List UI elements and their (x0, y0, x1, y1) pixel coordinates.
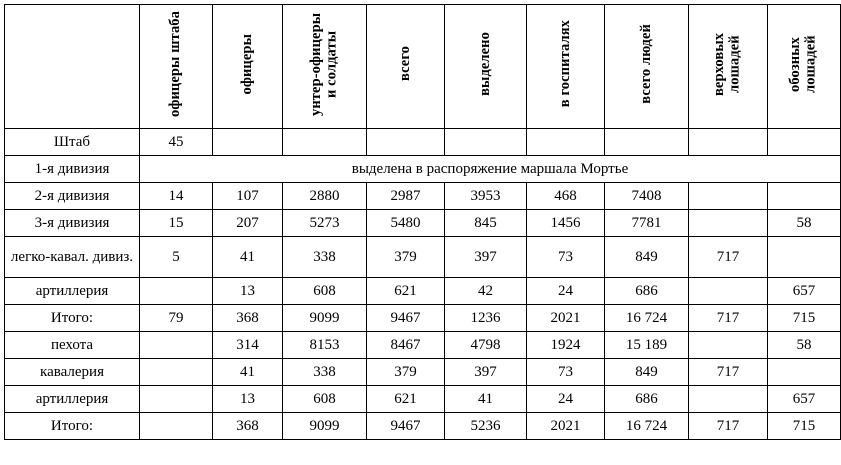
table-cell (140, 332, 213, 359)
table-row (5, 386, 841, 413)
table-cell: 41 (445, 386, 527, 413)
table-header-row (5, 5, 841, 129)
column-header-total-men (605, 5, 689, 129)
row-label: 3-я дивизия (5, 210, 140, 237)
table-cell: 338 (283, 359, 367, 386)
row-label: кавалерия (5, 359, 140, 386)
table-cell (283, 129, 367, 156)
table-cell: 5273 (283, 210, 367, 237)
table-cell: 8467 (367, 332, 445, 359)
table-cell: 717 (689, 237, 768, 278)
table-cell: 7408 (605, 183, 689, 210)
row-label: артиллерия (5, 386, 140, 413)
table-cell: 2987 (367, 183, 445, 210)
column-header-label: офицеры (238, 33, 255, 95)
table-cell (605, 129, 689, 156)
table-cell: 717 (689, 413, 768, 440)
row-label: Итого: (5, 305, 140, 332)
table-cell: 42 (445, 278, 527, 305)
row-note-text: выделена в распоряжение маршала Мортье (140, 156, 841, 183)
table-cell: 2880 (283, 183, 367, 210)
table-cell: 717 (689, 359, 768, 386)
column-header-label: всего (396, 46, 413, 82)
table-cell: 657 (768, 278, 841, 305)
table-corner-cell (5, 5, 140, 129)
table-cell: 9099 (283, 413, 367, 440)
column-header-riding-horses (689, 5, 768, 129)
row-label: 2-я дивизия (5, 183, 140, 210)
table-cell: 58 (768, 332, 841, 359)
table-cell: 9467 (367, 413, 445, 440)
table-cell: 107 (213, 183, 283, 210)
table-cell: 9467 (367, 305, 445, 332)
table-cell: 849 (605, 359, 689, 386)
table-cell: 849 (605, 237, 689, 278)
table-cell: 41 (213, 359, 283, 386)
table-cell (689, 183, 768, 210)
table-cell (140, 413, 213, 440)
table-cell: 397 (445, 359, 527, 386)
table-cell: 379 (367, 237, 445, 278)
table-row (5, 332, 841, 359)
table-cell: 715 (768, 305, 841, 332)
column-header-label: офицеры штаба (167, 10, 184, 118)
table-row-total (5, 413, 841, 440)
table-cell: 1236 (445, 305, 527, 332)
table-cell: 1456 (527, 210, 605, 237)
table-cell: 2021 (527, 413, 605, 440)
table-row (5, 183, 841, 210)
column-header-officers-staff (140, 5, 213, 129)
column-header-label: всего людей (637, 24, 654, 104)
column-header-detached (445, 5, 527, 129)
table-cell: 73 (527, 359, 605, 386)
column-header-label: в госпиталях (556, 20, 573, 108)
row-label: Итого: (5, 413, 140, 440)
column-header-label: верховых лошадей (711, 32, 743, 96)
table-cell: 14 (140, 183, 213, 210)
table-cell: 621 (367, 386, 445, 413)
row-label: 1-я дивизия (5, 156, 140, 183)
table-cell: 368 (213, 413, 283, 440)
row-label: легко-кавал. дивиз. (5, 237, 140, 278)
table-cell: 621 (367, 278, 445, 305)
table-cell: 686 (605, 386, 689, 413)
row-label: пехота (5, 332, 140, 359)
table-cell: 16 724 (605, 305, 689, 332)
table-cell: 73 (527, 237, 605, 278)
table-cell: 9099 (283, 305, 367, 332)
table-cell: 397 (445, 237, 527, 278)
table-cell (689, 210, 768, 237)
table-row-note (5, 156, 841, 183)
table-cell: 379 (367, 359, 445, 386)
table-cell: 686 (605, 278, 689, 305)
table-cell: 7781 (605, 210, 689, 237)
table-cell: 13 (213, 278, 283, 305)
column-header-nco-soldiers (283, 5, 367, 129)
column-header-total (367, 5, 445, 129)
table-cell (140, 278, 213, 305)
table-cell: 3953 (445, 183, 527, 210)
table-cell (768, 183, 841, 210)
table-row-total (5, 305, 841, 332)
table-row (5, 278, 841, 305)
table-cell: 24 (527, 278, 605, 305)
table-cell (689, 278, 768, 305)
table-cell: 58 (768, 210, 841, 237)
table-cell: 79 (140, 305, 213, 332)
table-cell: 2021 (527, 305, 605, 332)
table-row (5, 129, 841, 156)
table-cell: 338 (283, 237, 367, 278)
column-header-draft-horses (768, 5, 841, 129)
table-cell: 657 (768, 386, 841, 413)
table-cell (445, 129, 527, 156)
table-row (5, 237, 841, 278)
table-cell: 41 (213, 237, 283, 278)
table-cell: 24 (527, 386, 605, 413)
table-cell: 845 (445, 210, 527, 237)
table-cell: 45 (140, 129, 213, 156)
table-cell: 16 724 (605, 413, 689, 440)
table-cell (213, 129, 283, 156)
table-cell: 1924 (527, 332, 605, 359)
table-cell: 608 (283, 278, 367, 305)
column-header-label: выделено (476, 32, 493, 96)
table-cell: 5 (140, 237, 213, 278)
table-cell (768, 129, 841, 156)
table-cell: 715 (768, 413, 841, 440)
table-cell (689, 332, 768, 359)
table-row (5, 359, 841, 386)
row-label: артиллерия (5, 278, 140, 305)
table-cell (768, 237, 841, 278)
table-cell: 608 (283, 386, 367, 413)
table-cell (367, 129, 445, 156)
row-label: Штаб (5, 129, 140, 156)
table-cell: 468 (527, 183, 605, 210)
table-cell (140, 386, 213, 413)
table-cell: 15 189 (605, 332, 689, 359)
table-cell (527, 129, 605, 156)
table-cell: 5236 (445, 413, 527, 440)
table-cell: 207 (213, 210, 283, 237)
table-cell (689, 129, 768, 156)
table-cell: 314 (213, 332, 283, 359)
table-cell: 5480 (367, 210, 445, 237)
table-row (5, 210, 841, 237)
document-page (0, 4, 819, 465)
table-cell: 4798 (445, 332, 527, 359)
table-cell (689, 386, 768, 413)
column-header-label: обозных лошадей (787, 35, 819, 93)
table-cell: 15 (140, 210, 213, 237)
troop-strength-table (4, 4, 841, 440)
column-header-label: унтер-офицеры и солдаты (307, 12, 340, 116)
column-header-in-hospitals (527, 5, 605, 129)
column-header-officers (213, 5, 283, 129)
table-cell: 13 (213, 386, 283, 413)
table-cell: 8153 (283, 332, 367, 359)
table-cell (140, 359, 213, 386)
table-cell: 368 (213, 305, 283, 332)
table-cell (768, 359, 841, 386)
table-cell: 717 (689, 305, 768, 332)
